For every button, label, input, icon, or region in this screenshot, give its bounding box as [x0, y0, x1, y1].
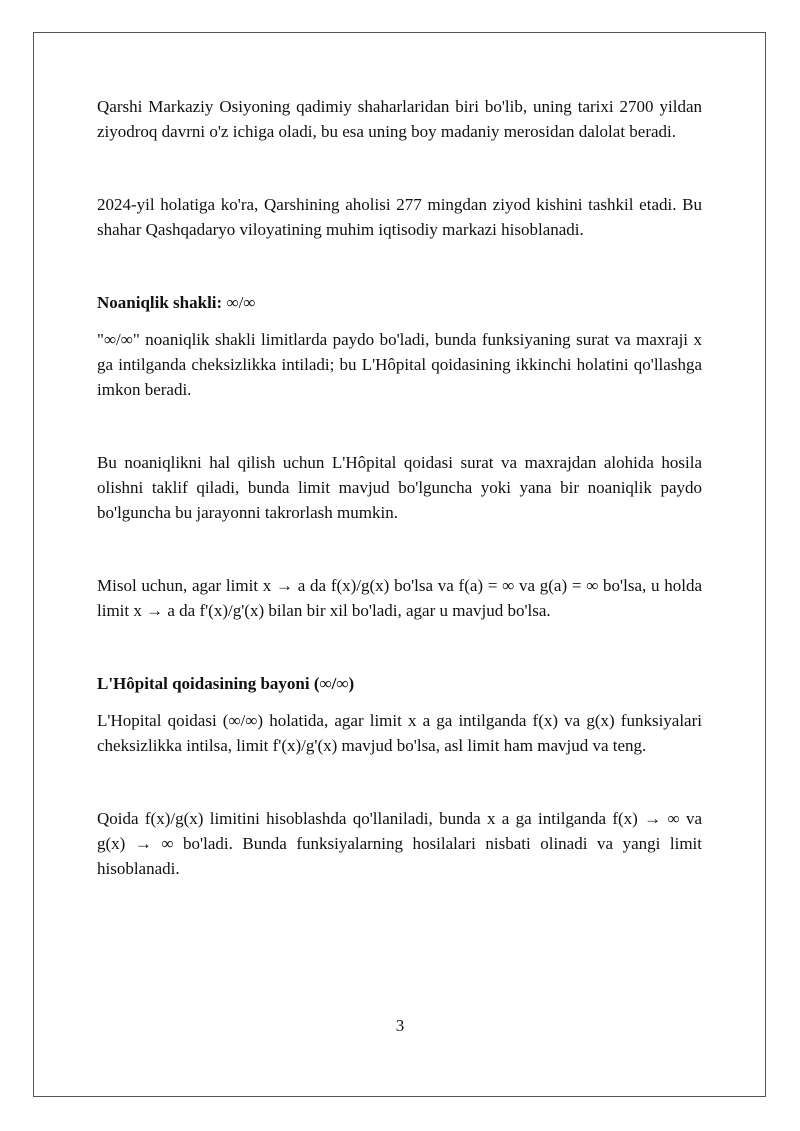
heading-rule-text: L'Hôpital qoidasining bayoni (∞/∞) [97, 674, 355, 693]
page-number: 3 [395, 1016, 405, 1035]
paragraph-lhopital-resolution: Bu noaniqlikni hal qilish uchun L'Hôpital qoidasi surat va maxrajdan alohida hosila olishni taklif qiladi, bunda limit mavjud bo'lguncha yoki yana bir noaniqlik paydo bo'lguncha bu jarayonni takrorlash mumkin. [97, 453, 702, 522]
paragraph-qarshi-history: Qarshi Markaziy Osiyoning qadimiy shaharlaridan biri bo'lib, uning tarixi 2700 yildan ziyodroq davrni o'z ichiga oladi, bu esa uning boy madaniy merosidan dalolat beradi. [97, 97, 702, 141]
paragraph-qarshi-population: 2024-yil holatiga ko'ra, Qarshining aholisi 277 mingdan ziyod kishini tashkil etadi. Bu shahar Qashqadaryo viloyatining muhim iqtisodiy markazi hisoblanadi. [97, 195, 702, 239]
paragraph-indeterminate-definition: "∞/∞" noaniqlik shakli limitlarda paydo bo'ladi, bunda funksiyaning surat va maxraji x ga intilganda cheksizlikka intiladi; bu L'Hôpital qoidasining ikkinchi holatini qo'llashga imkon beradi. [97, 330, 702, 399]
section-heading-indeterminate-form [97, 290, 702, 315]
page-content [97, 94, 702, 881]
heading-bold-text: Noaniqlik shakli: [97, 293, 223, 312]
paragraph-rule-statement: L'Hopital qoidasi (∞/∞) holatida, agar limit x a ga intilganda f(x) va g(x) funksiyalari cheksizlikka intilsa, limit f'(x)/g'(x) mavjud bo'lsa, asl limit ham mavjud va teng. [97, 711, 702, 755]
section-heading-rule-statement [97, 671, 702, 696]
paragraph-example: Misol uchun, agar limit x → a da f(x)/g(x) bo'lsa va f(a) = ∞ va g(a) = ∞ bo'lsa, u holda limit x → a da f'(x)/g'(x) bilan bir xil bo'ladi, agar u mavjud bo'lsa. [97, 576, 702, 620]
heading-symbol-text: ∞/∞ [222, 293, 256, 312]
paragraph-rule-application: Qoida f(x)/g(x) limitini hisoblashda qo'llaniladi, bunda x a ga intilganda f(x) → ∞ va g(x) → ∞ bo'ladi. Bunda funksiyalarning hosilalari nisbati olinadi va yangi limit hisoblanadi. [97, 809, 702, 878]
